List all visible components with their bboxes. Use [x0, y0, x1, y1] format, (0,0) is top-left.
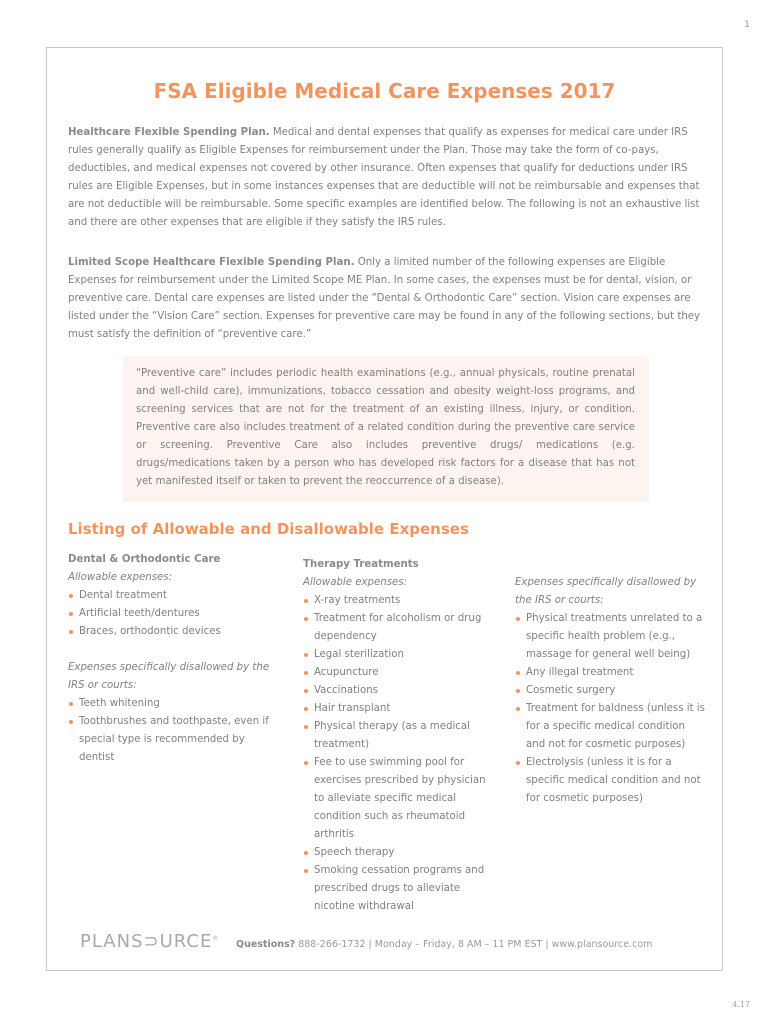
document-title: FSA Eligible Medical Care Expenses 2017 [153, 79, 616, 103]
list-item: Acupuncture [303, 664, 493, 682]
list-item: Physical treatments unrelated to a specific health problem (e.g., massage for general well being) [515, 610, 705, 664]
limited-scope-lead: Limited Scope Healthcare Flexible Spending Plan. [68, 257, 355, 268]
therapy-column [303, 556, 493, 916]
list-item: Braces, orthodontic devices [68, 623, 278, 641]
list-item: Any illegal treatment [515, 664, 705, 682]
dental-heading: Dental & Orthodontic Care [68, 554, 221, 565]
dental-column [68, 551, 278, 767]
therapy-allowable-list [303, 592, 493, 916]
list-item: Vaccinations [303, 682, 493, 700]
list-item: Speech therapy [303, 844, 493, 862]
therapy-disallowed-list [515, 610, 705, 808]
contact-details: 888-266-1732 | Monday – Friday, 8 AM – 11 PM EST | www.plansource.com [295, 939, 653, 950]
contact-line [236, 939, 652, 950]
preventive-care-callout [123, 356, 649, 502]
list-item: Teeth whitening [68, 695, 278, 713]
questions-label: Questions? [236, 939, 296, 950]
logo-mark-icon: ⊃ [143, 931, 160, 952]
list-item: X-ray treatments [303, 592, 493, 610]
list-item: Smoking cessation programs and prescribed drugs to alleviate nicotine withdrawal [303, 862, 493, 916]
document-frame [46, 47, 723, 971]
therapy-disallowed-column [515, 574, 705, 808]
list-item: Hair transplant [303, 700, 493, 718]
therapy-allowable-label: Allowable expenses: [303, 577, 408, 588]
limited-scope-text: Only a limited number of the following expenses are Eligible Expenses for reimbursement under the Limited Scope ME Plan. In some cases, the expenses must be for dental, vision, or preventive care. Dental care expenses are listed under the “Dental & Orthodontic Care” section. Vision care expenses are listed under the “Vision Care” section. Expenses for preventive care may be found in any of the following sections, but they must satisfy the definition of “preventive care.” [68, 257, 701, 340]
list-item: Treatment for alcoholism or drug dependency [303, 610, 493, 646]
list-item: Artificial teeth/dentures [68, 605, 278, 623]
preventive-care-text: “Preventive care” includes periodic health examinations (e.g., annual physicals, routine prenatal and well-child care), immunizations, tobacco cessation and obesity weight-loss programs, and screening services that are not for the treatment of an existing illness, injury, or condition. Preventive care also includes treatment of a related condition during the preventive care service or screening. Preventive Care also includes preventive drugs/ medications (e.g. drugs/medications taken by a person who has developed risk factors for a disease that has not yet manifested itself or taken to prevent the reoccurrence of a disease). [136, 368, 635, 487]
healthcare-fsa-text: Medical and dental expenses that qualify as expenses for medical care under IRS rules generally qualify as Eligible Expenses for reimbursement under the Plan. Those may take the form of co-pays, deductibles, and medical expenses not covered by other insurance. Often expenses that qualify for deductions under IRS rules are Eligible Expenses, but in some instances expenses that are deductible will not be reimbursable and expenses that are not deductible will be reimbursable. Some specific examples are identified below. The following is not an exhaustive list and there are other expenses that are eligible if they satisfy the IRS rules. [68, 127, 700, 228]
dental-disallowed-list [68, 695, 278, 767]
limited-scope-paragraph [68, 254, 710, 344]
list-item: Electrolysis (unless it is for a specific medical condition and not for cosmetic purposes) [515, 754, 705, 808]
page-code: 4.17 [732, 1000, 750, 1009]
list-item: Dental treatment [68, 587, 278, 605]
list-item: Physical therapy (as a medical treatment) [303, 718, 493, 754]
list-item: Toothbrushes and toothpaste, even if special type is recommended by dentist [68, 713, 278, 767]
therapy-disallowed-label: Expenses specifically disallowed by the IRS or courts: [515, 577, 697, 606]
healthcare-fsa-paragraph [68, 124, 710, 232]
healthcare-fsa-lead: Healthcare Flexible Spending Plan. [68, 127, 270, 138]
listing-heading: Listing of Allowable and Disallowable Expenses [68, 520, 469, 538]
plansource-logo: PLANS⊃URCE® [80, 931, 220, 952]
footer [80, 931, 692, 961]
therapy-heading: Therapy Treatments [303, 559, 419, 570]
list-item: Treatment for baldness (unless it is for a specific medical condition and not for cosmetic purposes) [515, 700, 705, 754]
dental-disallowed-label: Expenses specifically disallowed by the IRS or courts: [68, 662, 270, 691]
dental-allowable-label: Allowable expenses: [68, 572, 173, 583]
list-item: Legal sterilization [303, 646, 493, 664]
list-item: Cosmetic surgery [515, 682, 705, 700]
list-item: Fee to use swimming pool for exercises prescribed by physician to alleviate specific medical condition such as rheumatoid arthritis [303, 754, 493, 844]
page-number: 1 [744, 20, 750, 30]
dental-allowable-list [68, 587, 278, 641]
